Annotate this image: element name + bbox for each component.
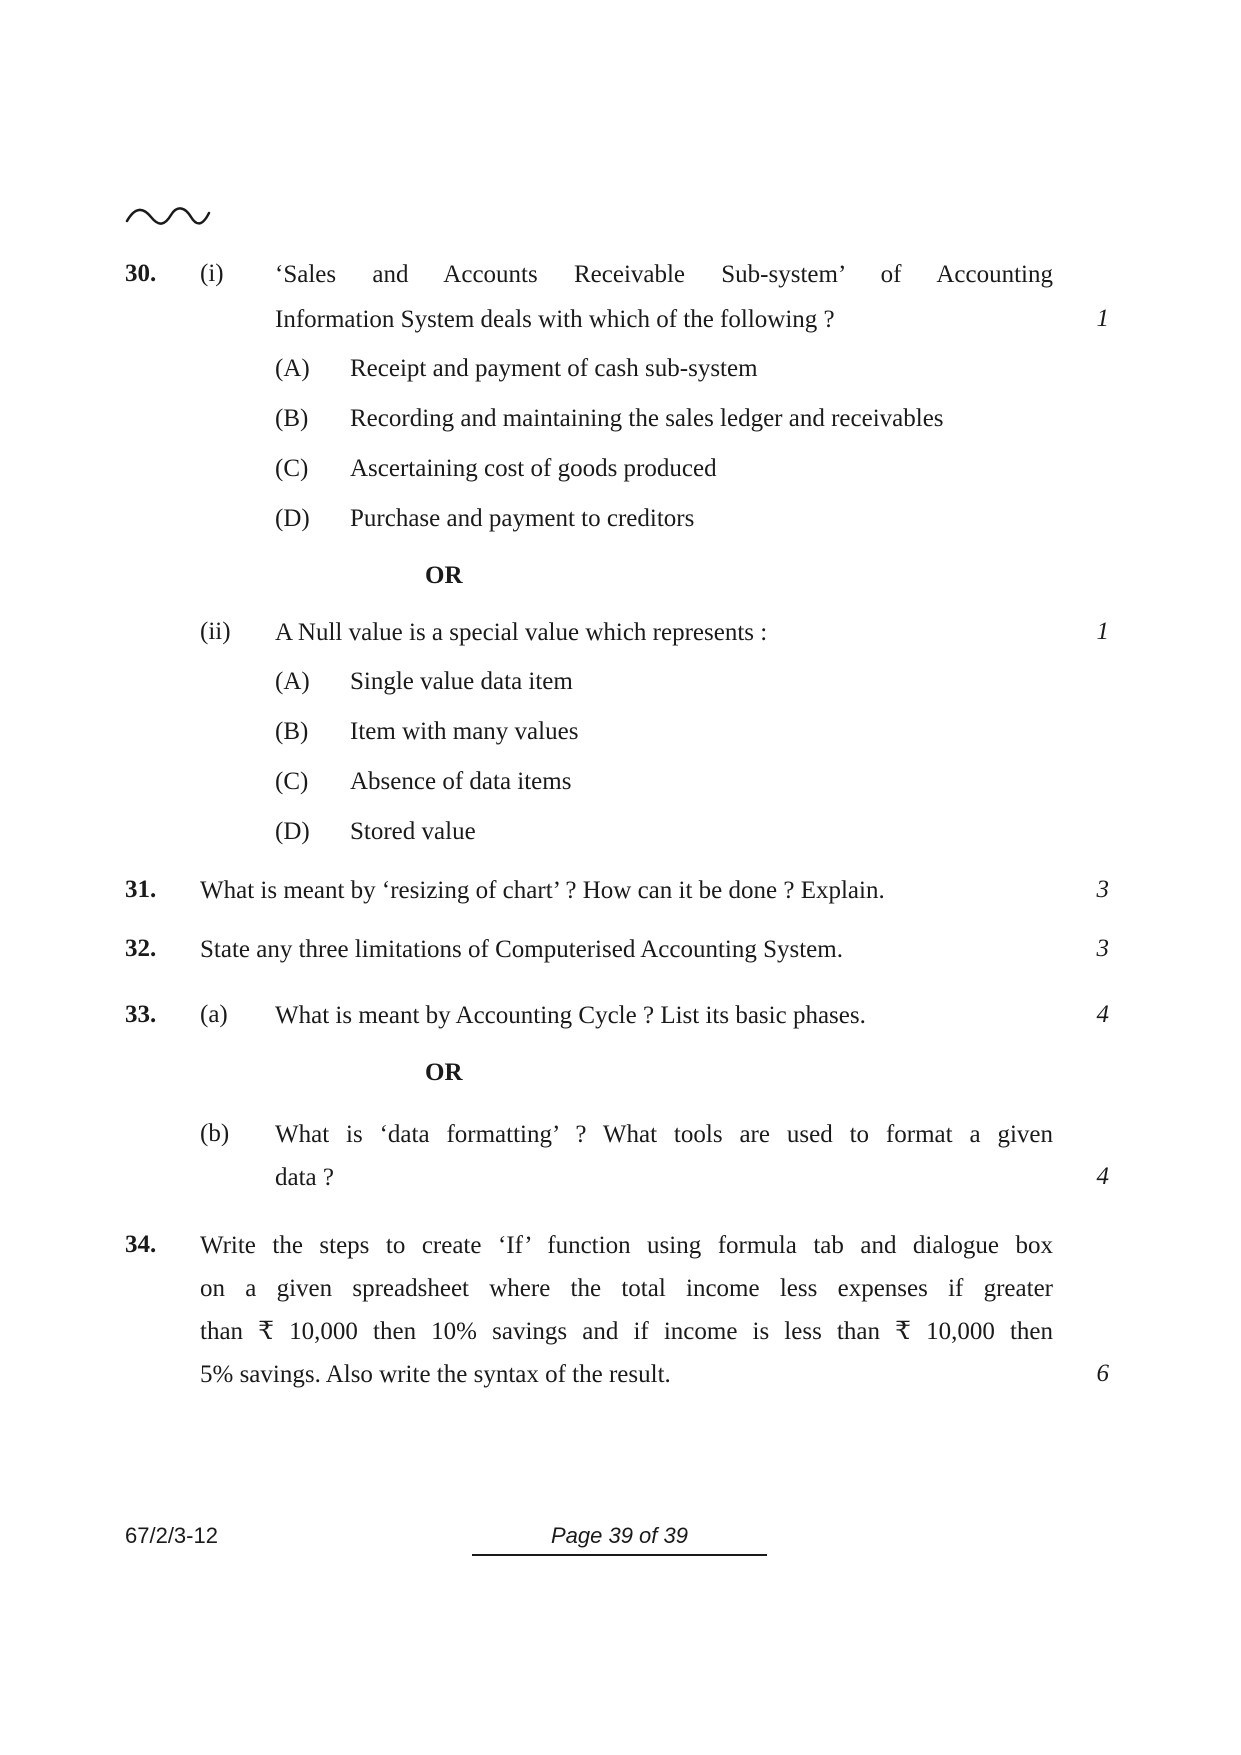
q34-marks: 6 bbox=[1096, 1360, 1109, 1387]
q30-or-divider: OR bbox=[425, 562, 463, 589]
q30-ii-option-d-letter: (D) bbox=[275, 818, 310, 845]
q31-marks: 3 bbox=[1096, 876, 1109, 903]
q30-i-option-d-text: Purchase and payment to creditors bbox=[350, 505, 695, 532]
q30-ii-option-a-text: Single value data item bbox=[350, 668, 573, 695]
q33-part-a-text: What is meant by Accounting Cycle ? List its basic phases. bbox=[275, 1002, 866, 1029]
q34-text-line2: on a given spreadsheet where the total income less expenses if greater bbox=[200, 1275, 1053, 1302]
q34-text-line3: than ₹ 10,000 then 10% savings and if income is less than ₹ 10,000 then bbox=[200, 1318, 1053, 1345]
q33-part-b-text-line1: What is ‘data formatting’ ? What tools are used to format a given bbox=[275, 1121, 1053, 1148]
q30-i-option-d-letter: (D) bbox=[275, 505, 310, 532]
q34-text-line4: 5% savings. Also write the syntax of the result. bbox=[200, 1361, 671, 1388]
q30-part-i-text-line1: ‘Sales and Accounts Receivable Sub-system’ of Accounting bbox=[275, 261, 1053, 288]
q33-part-b-label: (b) bbox=[200, 1120, 230, 1147]
page-number-underline bbox=[472, 1554, 767, 1556]
wave-mark-icon bbox=[125, 205, 211, 227]
q30-ii-option-c-text: Absence of data items bbox=[350, 768, 572, 795]
question-number-31: 31. bbox=[125, 876, 157, 903]
q33-part-b-marks: 4 bbox=[1096, 1163, 1109, 1190]
q33-part-a-label: (a) bbox=[200, 1001, 228, 1028]
q30-part-i-marks: 1 bbox=[1096, 305, 1109, 332]
q30-ii-option-c-letter: (C) bbox=[275, 768, 309, 795]
page-number: Page 39 of 39 bbox=[550, 1523, 688, 1548]
q30-ii-option-b-letter: (B) bbox=[275, 718, 309, 745]
q30-part-i-text-line2: Information System deals with which of the following ? bbox=[275, 306, 835, 333]
q30-i-option-c-text: Ascertaining cost of goods produced bbox=[350, 455, 717, 482]
q34-text-line1: Write the steps to create ‘If’ function using formula tab and dialogue box bbox=[200, 1232, 1053, 1259]
q30-part-i-label: (i) bbox=[200, 260, 224, 287]
q30-ii-option-d-text: Stored value bbox=[350, 818, 476, 845]
q30-part-ii-label: (ii) bbox=[200, 618, 231, 645]
q33-part-b-text-line2: data ? bbox=[275, 1164, 334, 1191]
q30-i-option-a-text: Receipt and payment of cash sub-system bbox=[350, 355, 758, 382]
q32-text: State any three limitations of Computerised Accounting System. bbox=[200, 936, 843, 963]
q31-text: What is meant by ‘resizing of chart’ ? How can it be done ? Explain. bbox=[200, 877, 885, 904]
q30-i-option-a-letter: (A) bbox=[275, 355, 310, 382]
question-number-32: 32. bbox=[125, 935, 157, 962]
q30-part-ii-text: A Null value is a special value which represents : bbox=[275, 619, 768, 646]
q30-ii-option-b-text: Item with many values bbox=[350, 718, 579, 745]
q33-part-a-marks: 4 bbox=[1096, 1001, 1109, 1028]
q30-i-option-c-letter: (C) bbox=[275, 455, 309, 482]
q32-marks: 3 bbox=[1096, 935, 1109, 962]
question-number-34: 34. bbox=[125, 1231, 157, 1258]
q30-ii-option-a-letter: (A) bbox=[275, 668, 310, 695]
question-number-33: 33. bbox=[125, 1001, 157, 1028]
paper-code: 67/2/3-12 bbox=[125, 1523, 218, 1548]
q30-part-ii-marks: 1 bbox=[1096, 618, 1109, 645]
q33-or-divider: OR bbox=[425, 1059, 463, 1086]
q30-i-option-b-letter: (B) bbox=[275, 405, 309, 432]
q30-i-option-b-text: Recording and maintaining the sales ledger and receivables bbox=[350, 405, 944, 432]
question-number-30: 30. bbox=[125, 260, 157, 287]
